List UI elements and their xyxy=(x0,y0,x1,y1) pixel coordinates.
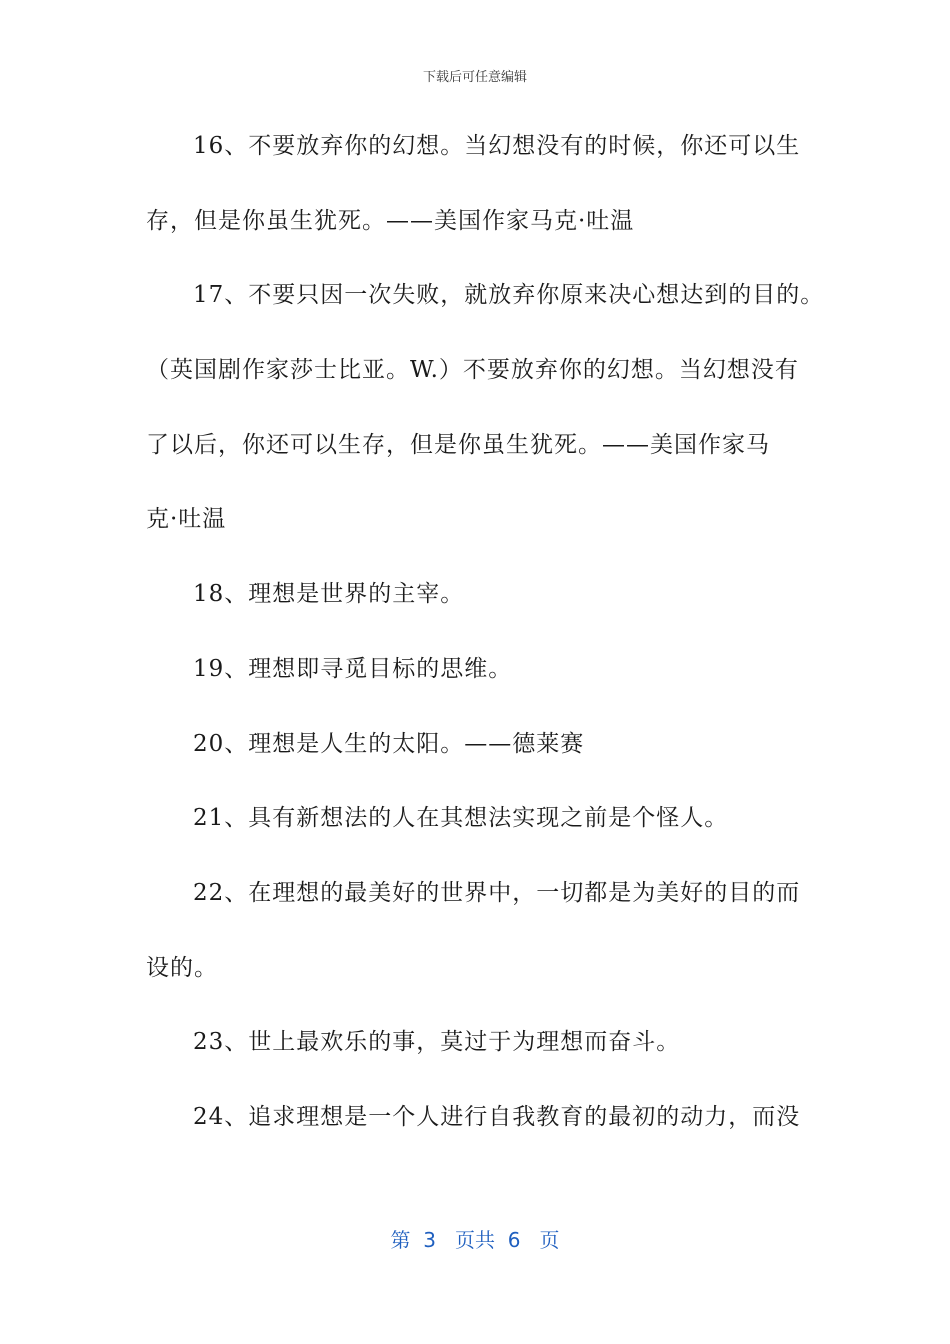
text-line: 21、具有新想法的人在其想法实现之前是个怪人。 xyxy=(193,805,729,832)
text-line: （英国剧作家莎士比亚。W.）不要放弃你的幻想。当幻想没有 xyxy=(146,357,799,384)
page-number-footer: 第 3 页共 6 页 xyxy=(390,1228,560,1252)
text-line: 24、追求理想是一个人进行自我教育的最初的动力，而没 xyxy=(193,1103,801,1130)
text-line: 16、不要放弃你的幻想。当幻想没有的时候，你还可以生 xyxy=(193,133,801,159)
document-body xyxy=(146,120,825,1166)
text-line: 18、理想是世界的主宰。 xyxy=(193,581,465,608)
text-line: 23、世上最欢乐的事，莫过于为理想而奋斗。 xyxy=(193,1029,681,1056)
text-line: 20、理想是人生的太阳。——德莱赛 xyxy=(193,730,585,757)
text-line: 了以后，你还可以生存，但是你虽生犹死。——美国作家马 xyxy=(146,431,770,458)
text-line: 克·吐温 xyxy=(146,506,227,533)
text-line: 设的。 xyxy=(146,954,218,981)
text-line: 19、理想即寻觅目标的思维。 xyxy=(193,655,513,682)
text-line: 17、不要只因一次失败，就放弃你原来决心想达到的目的。 xyxy=(193,282,825,309)
header-note: 下载后可任意编辑 xyxy=(422,70,527,85)
text-line: 22、在理想的最美好的世界中，一切都是为美好的目的而 xyxy=(193,879,801,906)
text-line: 存，但是你虽生犹死。——美国作家马克·吐温 xyxy=(146,207,635,234)
